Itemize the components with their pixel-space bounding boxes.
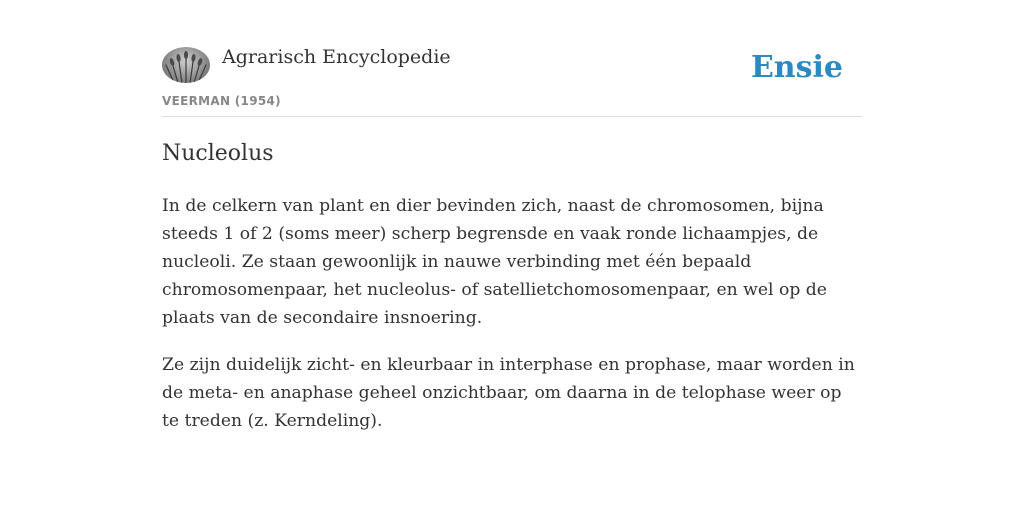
wheat-icon[interactable] [162,47,210,83]
ensie-logo-link[interactable]: Ensie [750,50,843,85]
article [162,138,862,454]
source-label: VEERMAN (1954) [162,94,281,108]
article-title: Nucleolus [162,141,274,166]
article-paragraph: In de celkern van plant en dier bevinden zich, naast de chromosomen, bijna steeds 1 of 2 (soms meer) scherp begrensde en vaak ronde lichaampjes, de nucleoli. Ze staan gewoonlijk in nauwe verbinding met één bepaald chromosomenpaar, het nucleolus- of satellietchomosomenpaar, en wel op de plaats van de secondaire insnoering. [162,196,827,328]
article-paragraph: Ze zijn duidelijk zicht- en kleurbaar in interphase en prophase, maar worden in de meta- en anaphase geheel onzichtbaar, om daarna in de telophase weer op te treden (z. Kerndeling). [162,355,855,431]
site-name[interactable]: Agrarisch Encyclopedie [222,46,451,68]
site-header [162,44,862,117]
